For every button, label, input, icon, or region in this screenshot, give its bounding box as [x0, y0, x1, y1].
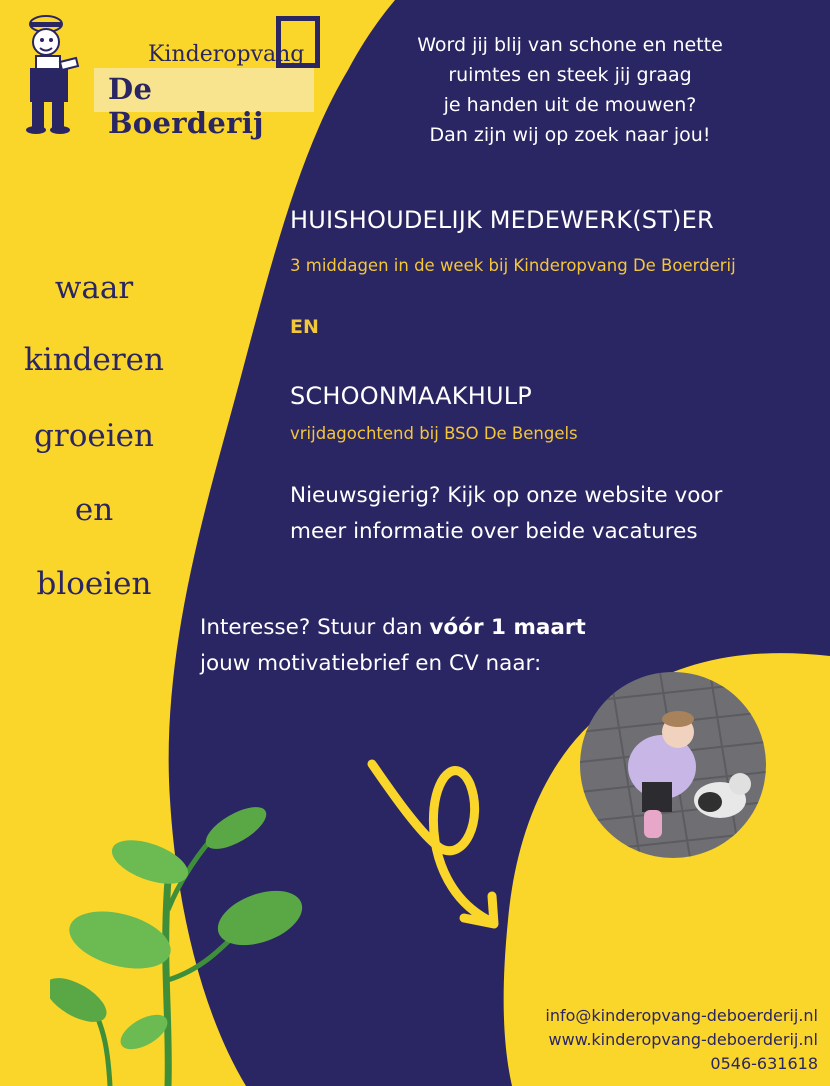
apply-prefix: Interesse? Stuur dan [200, 615, 430, 640]
intro-line: je handen uit de mouwen? [443, 94, 697, 116]
website-info-line: Nieuwsgierig? Kijk op onze website voor [290, 483, 723, 508]
intro-line: Dan zijn wij op zoek naar jou! [429, 124, 711, 146]
job1-subtitle: 3 middagen in de week bij Kinderopvang De Boerderij [290, 256, 736, 275]
photo-child-with-cat [580, 672, 766, 858]
plant-sprout-icon [50, 800, 310, 1086]
intro-line: Word jij blij van schone en nette [417, 34, 723, 56]
intro-line: ruimtes en steek jij graag [448, 64, 692, 86]
slogan-word: en [74, 492, 114, 528]
slogan-word: bloeien [36, 566, 152, 602]
contact-email[interactable]: info@kinderopvang-deboerderij.nl [545, 1006, 818, 1025]
logo-line1: Kinderopvang [148, 42, 305, 67]
apply-line1 [200, 610, 586, 646]
contact-website[interactable]: www.kinderopvang-deboerderij.nl [548, 1030, 818, 1049]
website-info-line: meer informatie over beide vacatures [290, 519, 698, 544]
curly-arrow-icon [360, 750, 520, 940]
connector-en: EN [290, 316, 319, 338]
slogan-word: waar [54, 270, 134, 306]
job2-title: SCHOONMAAKHULP [290, 382, 532, 410]
job2-subtitle: vrijdagochtend bij BSO De Bengels [290, 424, 578, 443]
apply-line2: jouw motivatiebrief en CV naar: [200, 651, 542, 676]
logo-line2: De Boerderij [108, 72, 264, 140]
website-info [290, 478, 722, 550]
apply-deadline: vóór 1 maart [429, 615, 586, 640]
apply-text [200, 610, 586, 682]
contact-info [545, 1004, 818, 1076]
slogan-word: groeien [34, 418, 154, 454]
contact-phone[interactable]: 0546-631618 [710, 1054, 818, 1073]
intro-text [370, 30, 770, 150]
logo [18, 12, 318, 142]
slogan-word: kinderen [24, 342, 164, 378]
farmer-mascot-icon [18, 12, 88, 137]
job1-title: HUISHOUDELIJK MEDEWERK(ST)ER [290, 206, 714, 234]
